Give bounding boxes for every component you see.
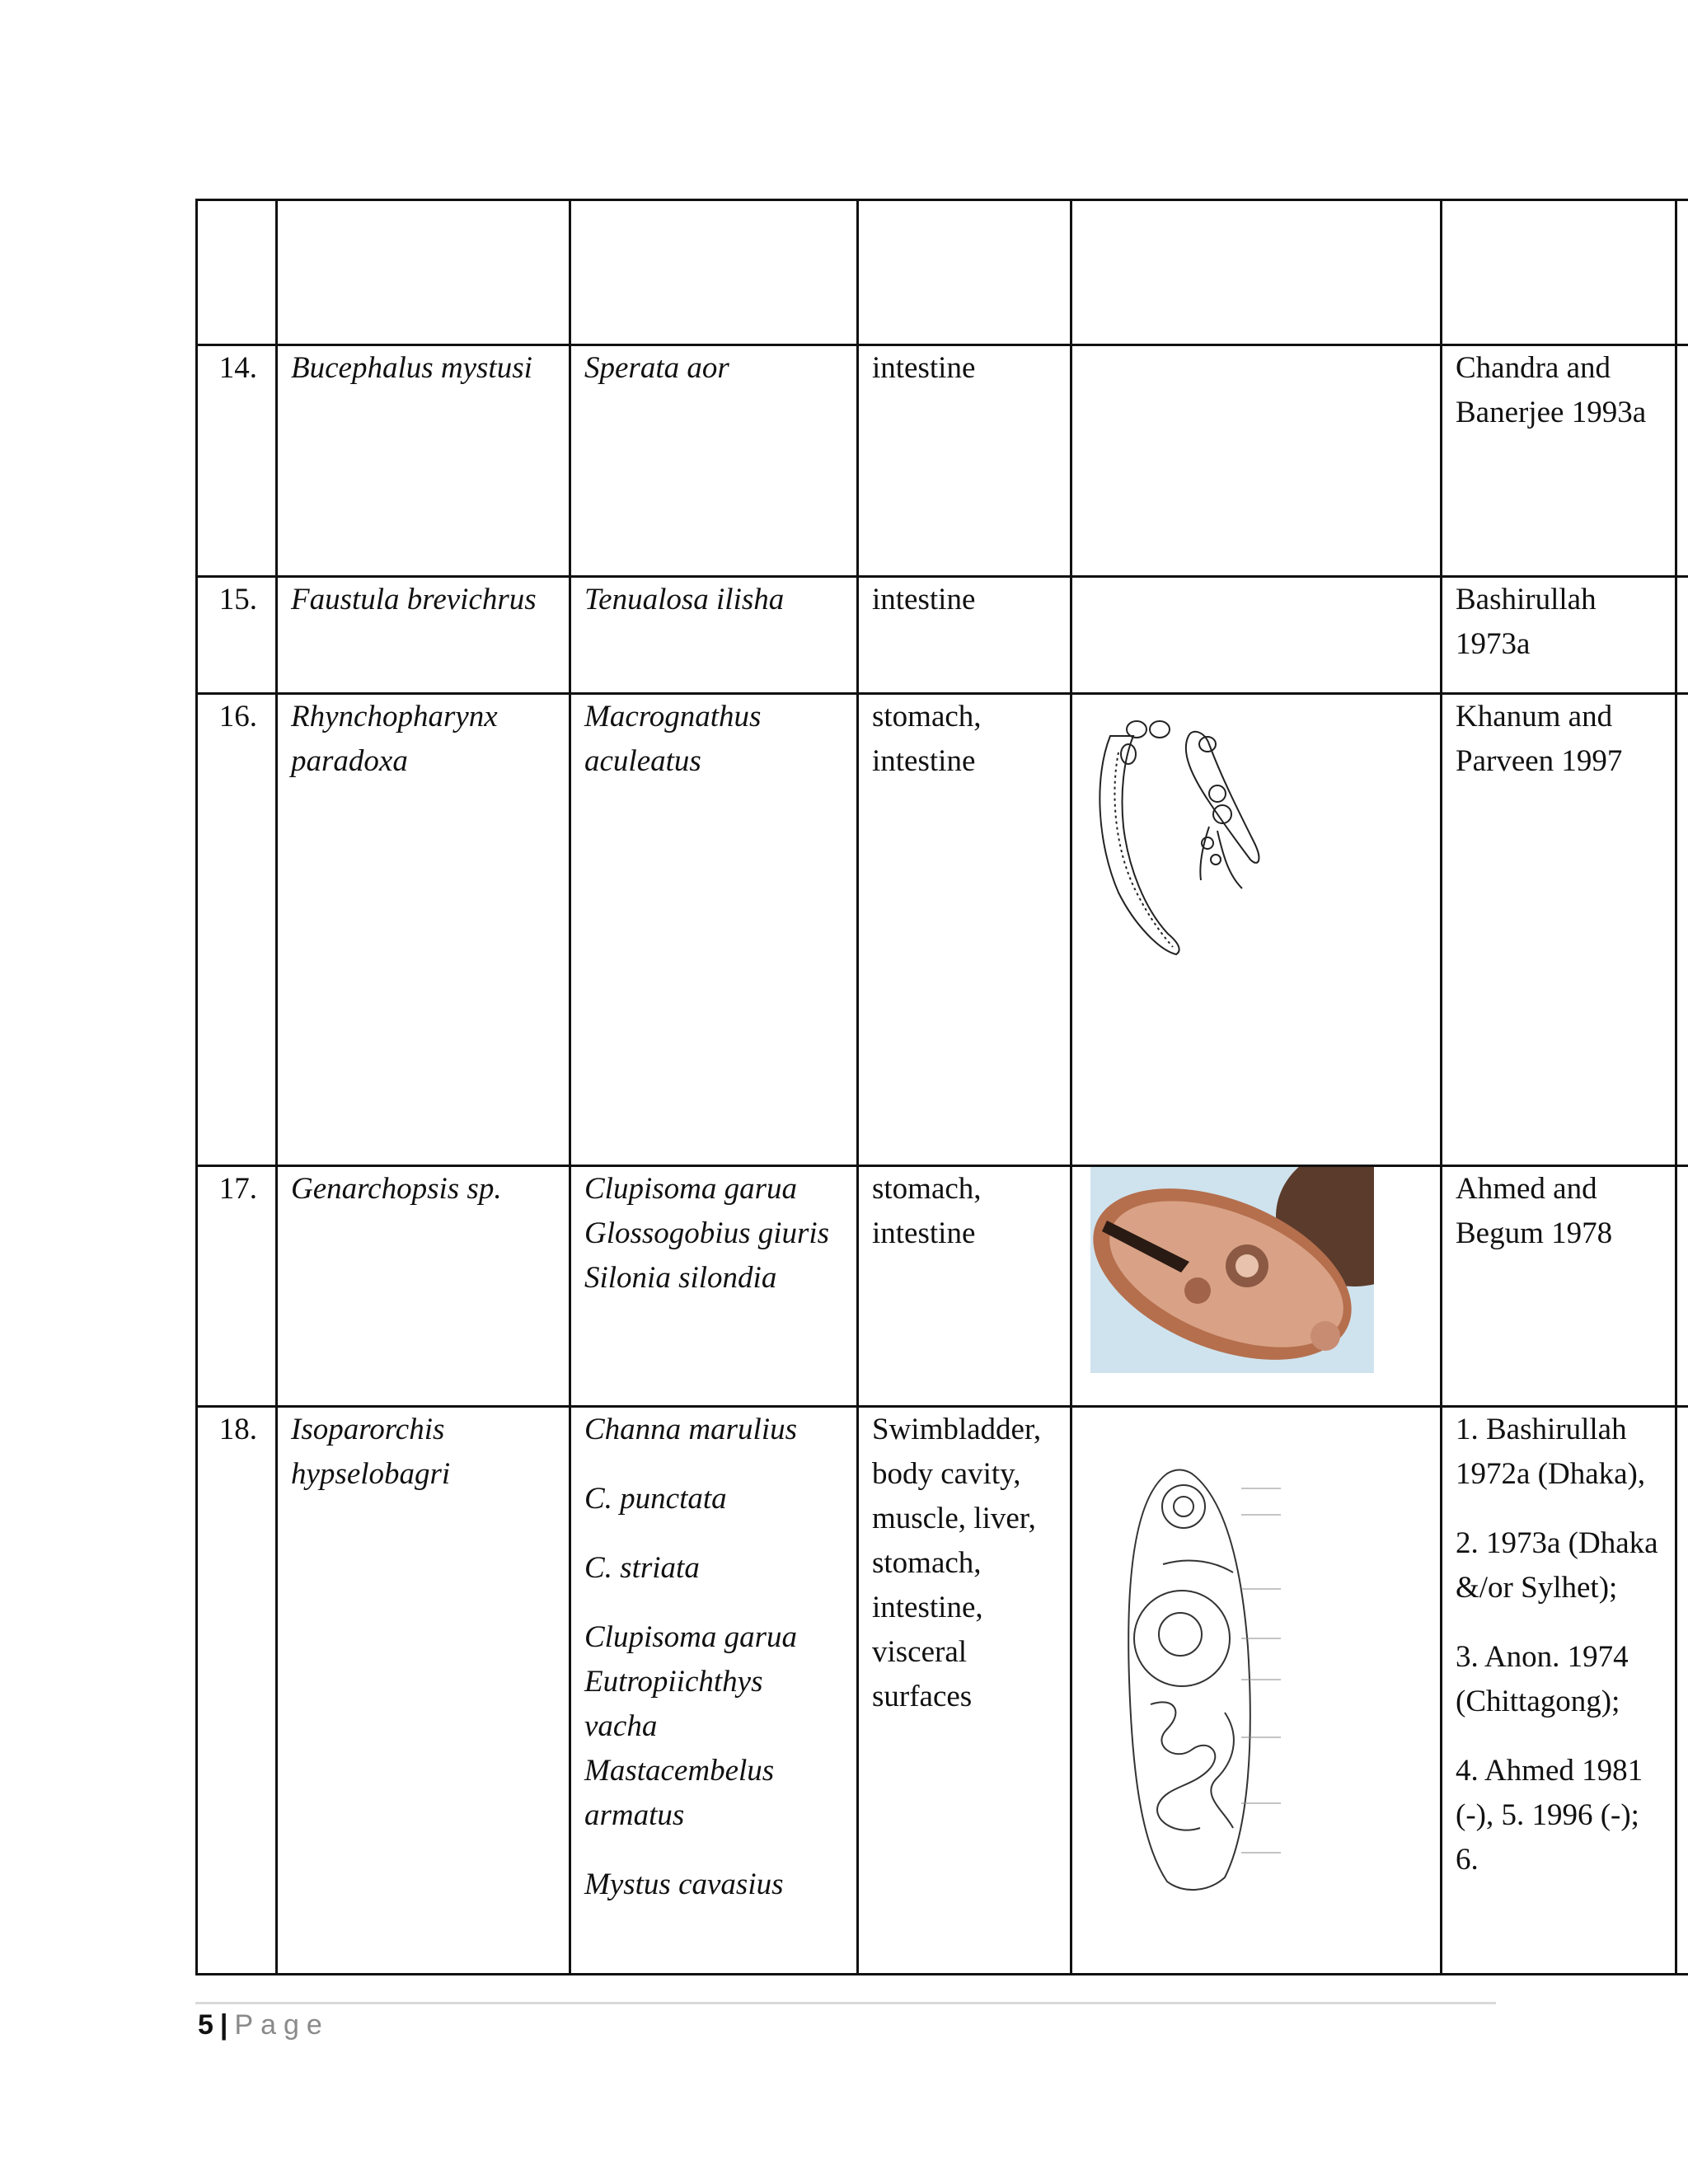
reference-cell — [1442, 1166, 1676, 1407]
table-row — [197, 577, 1688, 694]
table-row — [197, 694, 1688, 1166]
site-of-infection: stomach, intestine — [858, 694, 1071, 1166]
parasite-name: Rhynchopharynx paradoxa — [277, 694, 570, 1166]
reference: 2. 1973a (Dhaka &/or Sylhet); — [1456, 1526, 1658, 1605]
page-label: Page — [234, 2009, 330, 2041]
fluke-micrograph — [1090, 1167, 1374, 1373]
table-row — [197, 345, 1688, 577]
host-name: Tenualosa ilisha — [584, 583, 785, 616]
site-of-infection: Swimbladder, body cavity, muscle, liver, stomach, intestine, visceral surfaces — [858, 1407, 1071, 1975]
host-cell — [570, 1166, 858, 1407]
host-name: Macrognathus aculeatus — [584, 700, 762, 778]
host-name: Channa marulius — [584, 1413, 798, 1446]
host-cell — [570, 577, 858, 694]
row-number: 17. — [197, 1166, 277, 1407]
parasite-name: Bucephalus mystusi — [277, 345, 570, 577]
reference-cell — [1442, 1407, 1676, 1975]
reference: Ahmed and Begum 1978 — [1456, 1172, 1613, 1250]
illustration-cell — [1071, 1166, 1442, 1407]
illustration-cell — [1071, 694, 1442, 1166]
illustration-cell — [1071, 1407, 1442, 1975]
parasite-name: Isoparorchis hypselobagri — [277, 1407, 570, 1975]
footer-rule — [195, 2002, 1496, 2004]
reference: Bashirullah 1973a — [1456, 583, 1597, 661]
reference: 4. Ahmed 1981 (-), 5. 1996 (-); 6. — [1456, 1754, 1643, 1877]
site-of-infection: intestine — [858, 345, 1071, 577]
illustration-cell — [1071, 345, 1442, 577]
illustration-cell — [1071, 577, 1442, 694]
site-of-infection: intestine — [858, 577, 1071, 694]
parasite-name: Genarchopsis sp. — [277, 1166, 570, 1407]
reference-cell — [1442, 694, 1676, 1166]
table-row — [197, 200, 1688, 345]
host-name: C. punctata — [584, 1482, 727, 1516]
host-name: Clupisoma garua Eutropiichthys vacha Mastacembelus armatus — [584, 1620, 798, 1832]
row-number: 18. — [197, 1407, 277, 1975]
host-name: Sperata aor — [584, 351, 729, 385]
page-separator: | — [219, 2009, 228, 2041]
page-footer — [198, 2009, 330, 2041]
host-name: Mystus cavasius — [584, 1868, 784, 1901]
reference: Khanum and Parveen 1997 — [1456, 700, 1623, 778]
page-number: 5 — [198, 2009, 213, 2041]
reference-cell — [1442, 577, 1676, 694]
host-name: C. striata — [584, 1551, 700, 1585]
host-cell — [570, 1407, 858, 1975]
row-number: 14. — [197, 345, 277, 577]
reference: 3. Anon. 1974 (Chittagong); — [1456, 1640, 1629, 1718]
site-of-infection: stomach, intestine — [858, 1166, 1071, 1407]
row-number: 15. — [197, 577, 277, 694]
parasite-name: Faustula brevichrus — [277, 577, 570, 694]
reference-cell — [1442, 345, 1676, 577]
host-cell — [570, 694, 858, 1166]
table-row — [197, 1407, 1688, 1975]
reference: Chandra and Banerjee 1993a — [1456, 351, 1647, 429]
parasite-table — [195, 199, 1688, 1975]
row-number: 16. — [197, 694, 277, 1166]
reference: 1. Bashirullah 1972a (Dhaka), — [1456, 1413, 1646, 1491]
host-cell — [570, 345, 858, 577]
host-name: Clupisoma garua Glossogobius giuris Silonia silondia — [584, 1172, 830, 1295]
trematode-drawing — [1085, 703, 1283, 967]
isoparorchis-drawing — [1118, 1465, 1282, 1894]
table-row — [197, 1166, 1688, 1407]
